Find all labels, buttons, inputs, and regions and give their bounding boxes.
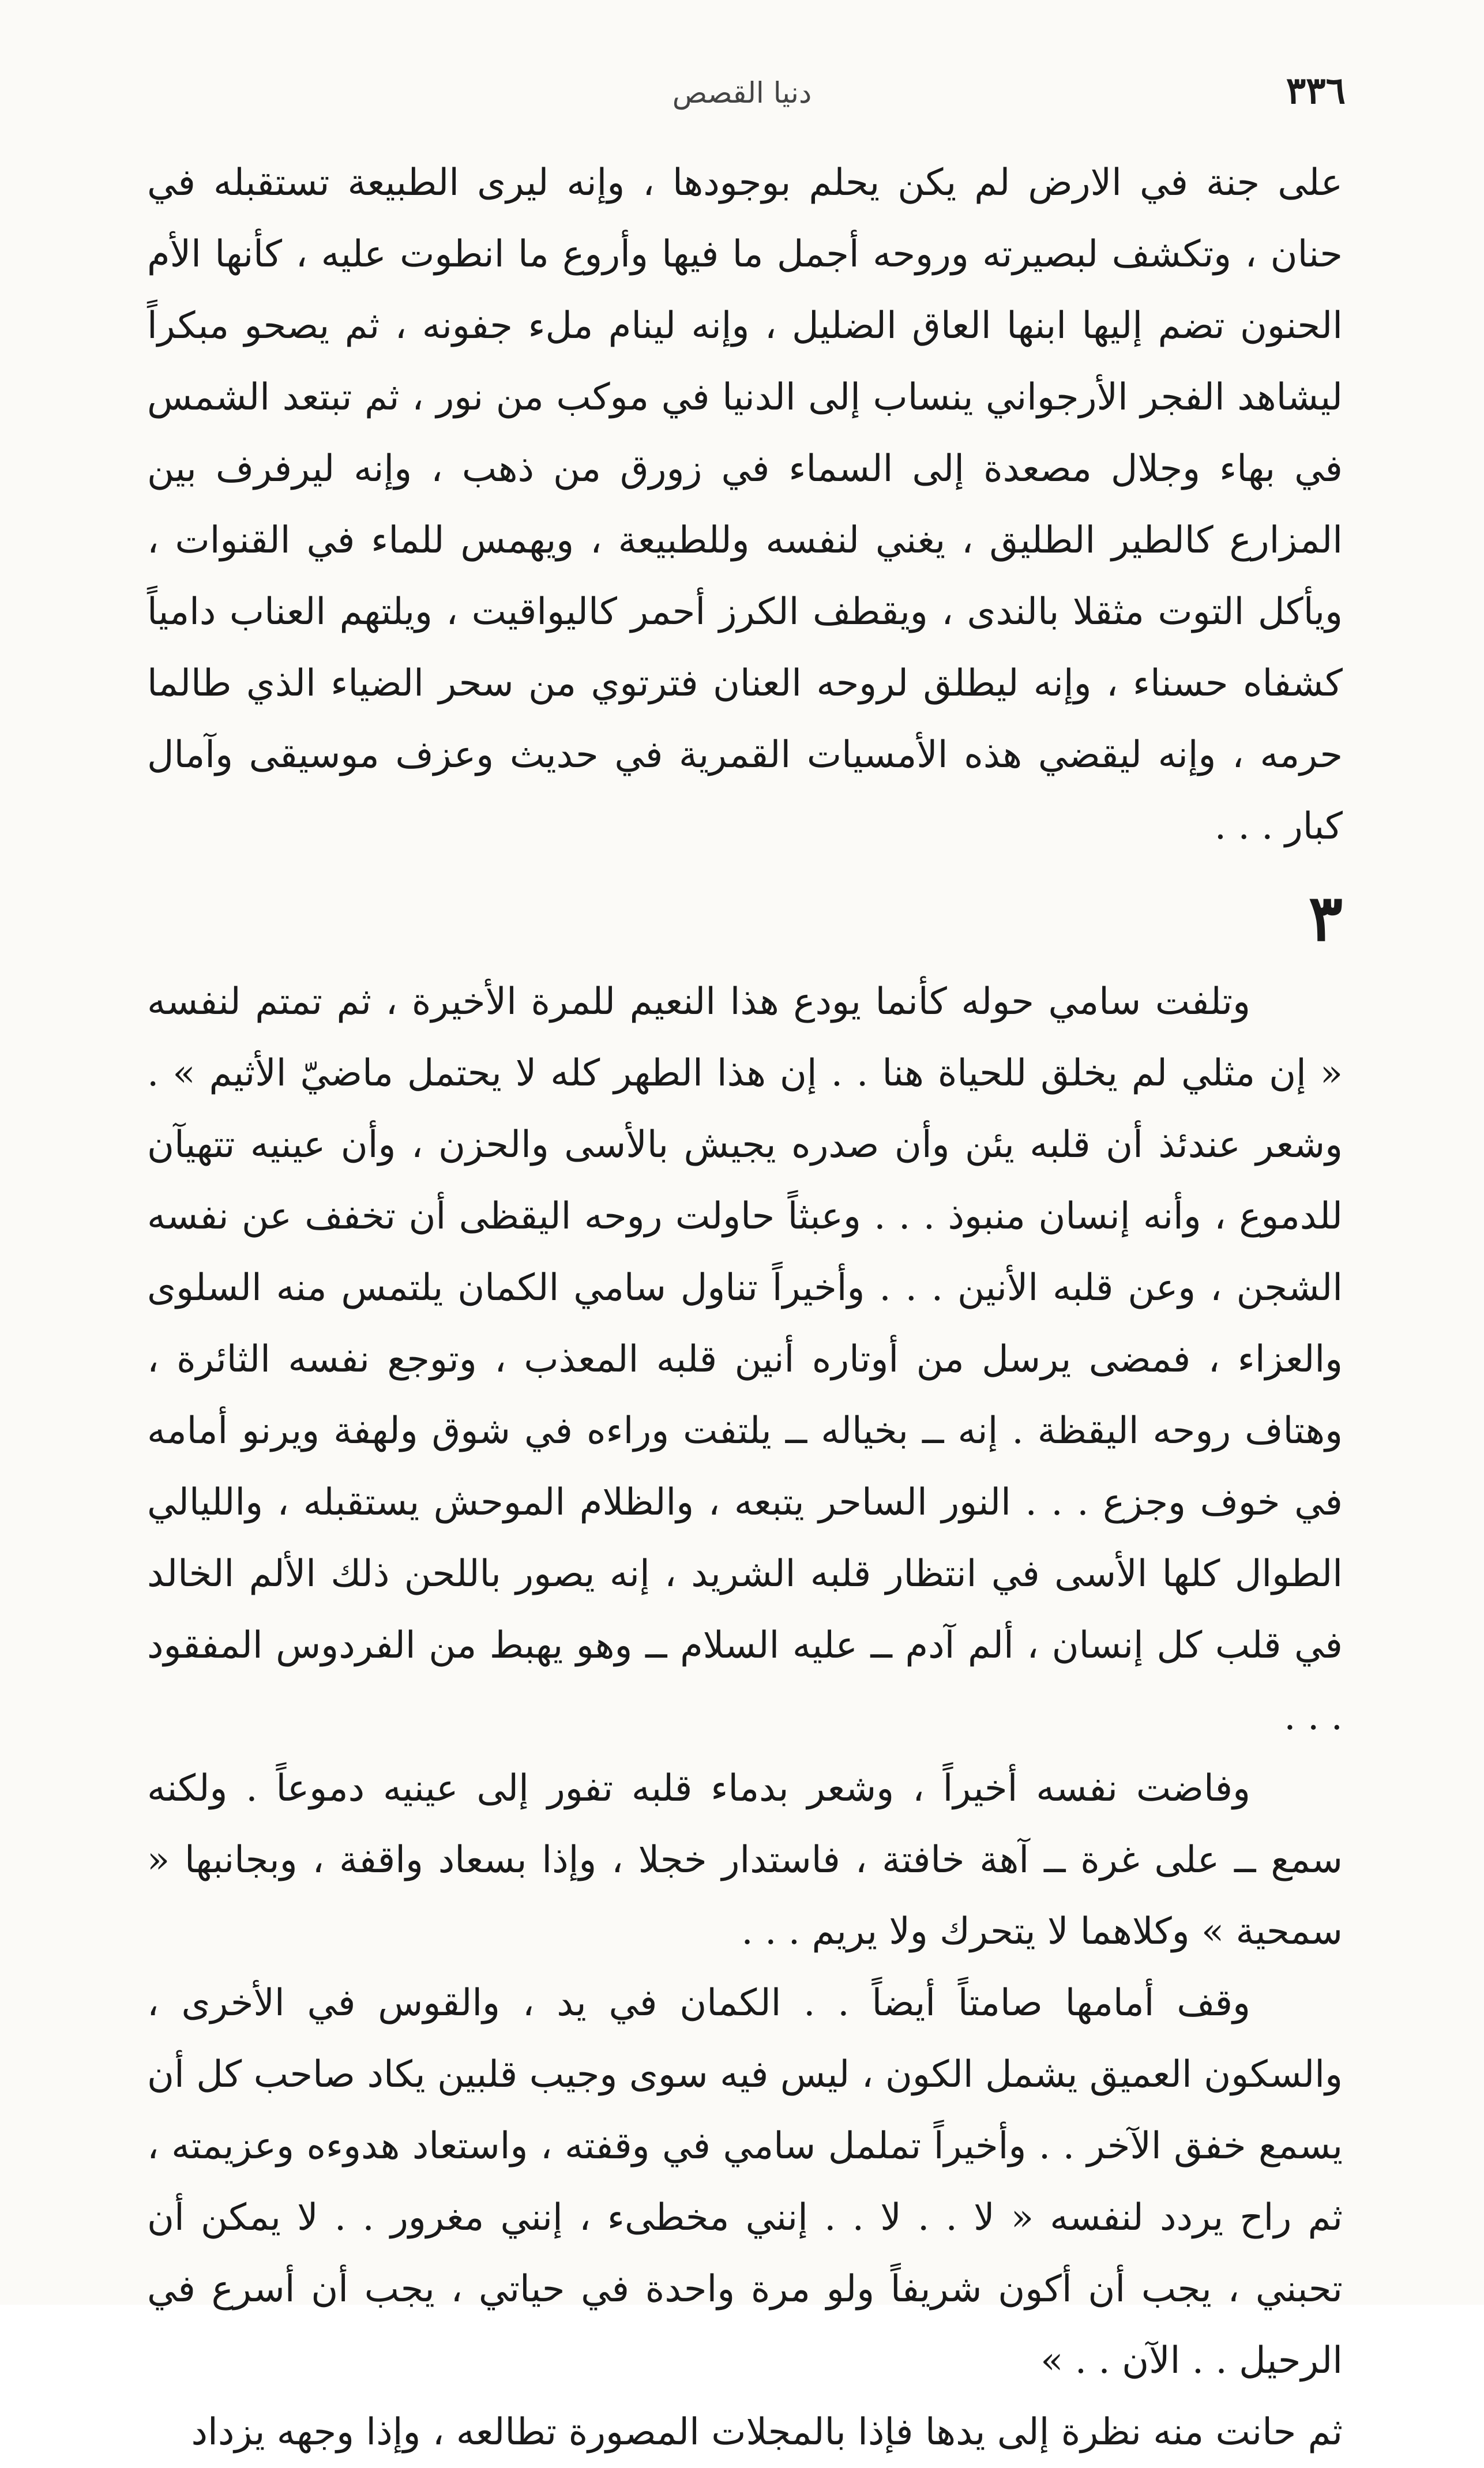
paragraph-4: وقف أمامها صامتاً أيضاً . . الكمان في يد ، والقوس في الأخرى ، والسكون العميق يشمل الكون ، ليس فيه سوى وجيب قلبين يكاد صاحب كل أن يسمع خفق الآخر . . وأخيراً تململ سامي في وقفته ، واستعاد هدوءه وعزيمته ، ثم راح يردد لنفسه « لا . . لا . . إنني مخطىء ، إنني مغرور . . لا يمكن أن تحبني ، يجب أن أكون شريفاً ولو مرة واحدة في حياتي ، يجب أن أسرع في الرحيل . . الآن . . » <box>147 1982 1343 2382</box>
page-header <box>138 69 1346 121</box>
paragraph-1: على جنة في الارض لم يكن يحلم بوجودها ، وإنه ليرى الطبيعة تستقبله في حنان ، وتكشف لبصيرته وروحه أجمل ما فيها وأروع ما انطوت عليه ، كأنها الأم الحنون تضم إليها ابنها العاق الضليل ، وإنه لينام ملء جفونه ، ثم يصحو مبكراً ليشاهد الفجر الأرجواني ينساب إلى الدنيا في موكب من نور ، ثم تبتعد الشمس في بهاء وجلال مصعدة إلى السماء في زورق من ذهب ، وإنه ليرفرف بين المزارع كالطير الطليق ، يغني لنفسه وللطبيعة ، ويهمس للماء في القنوات ، ويأكل التوت مثقلا بالندى ، ويقطف الكرز أحمر كاليواقيت ، ويلتهم العناب دامياً كشفاه حسناء ، وإنه ليطلق لروحه العنان فترتوي من سحر الضياء الذي طالما حرمه ، وإنه ليقضي هذه الأمسيات القمرية في حديث وعزف موسيقى وآمال كبار . . . <box>147 161 1343 848</box>
page-body <box>147 147 1343 2468</box>
paragraph-5: ثم حانت منه نظرة إلى يدها فإذا بالمجلات المصورة تطالعه ، وإذا وجهه يزداد <box>191 2411 1343 2454</box>
paragraph-2: وتلفت سامي حوله كأنما يودع هذا النعيم للمرة الأخيرة ، ثم تمتم لنفسه « إن مثلي لم يخلق للحياة هنا . . إن هذا الطهر كله لا يحتمل ماضيّ الأثيم » . وشعر عندئذ أن قلبه يئن وأن صدره يجيش بالأسى والحزن ، وأن عينيه تتهيآن للدموع ، وأنه إنسان منبوذ . . . وعبثاً حاولت روحه اليقظى أن تخفف عن نفسه الشجن ، وعن قلبه الأنين . . . وأخيراً تناول سامي الكمان يلتمس منه السلوى والعزاء ، فمضى يرسل من أوتاره أنين قلبه المعذب ، وتوجع نفسه الثائرة ، وهتاف روحه اليقظة . إنه ــ بخياله ــ يلتفت وراءه في شوق ولهفة ويرنو أمامه في خوف وجزع . . . النور الساحر يتبعه ، والظلام الموحش يستقبله ، والليالي الطوال كلها الأسى في انتظار قلبه الشريد ، إنه يصور باللحن ذلك الألم الخالد في قلب كل إنسان ، ألم آدم ــ عليه السلام ــ وهو يهبط من الفردوس المفقود . . . <box>147 981 1343 1738</box>
section-number: ٣ <box>1308 881 1343 955</box>
paragraph-3: وفاضت نفسه أخيراً ، وشعر بدماء قلبه تفور إلى عينيه دموعاً . ولكنه سمع ــ على غرة ــ آهة خافتة ، فاستدار خجلا ، وإذا بسعاد واقفة ، وبجانبها « سمحية » وكلاهما لا يتحرك ولا يريم . . . <box>147 1767 1343 1953</box>
running-title: دنيا القصص <box>672 76 812 110</box>
page-number: ٣٣٦ <box>1286 69 1346 112</box>
